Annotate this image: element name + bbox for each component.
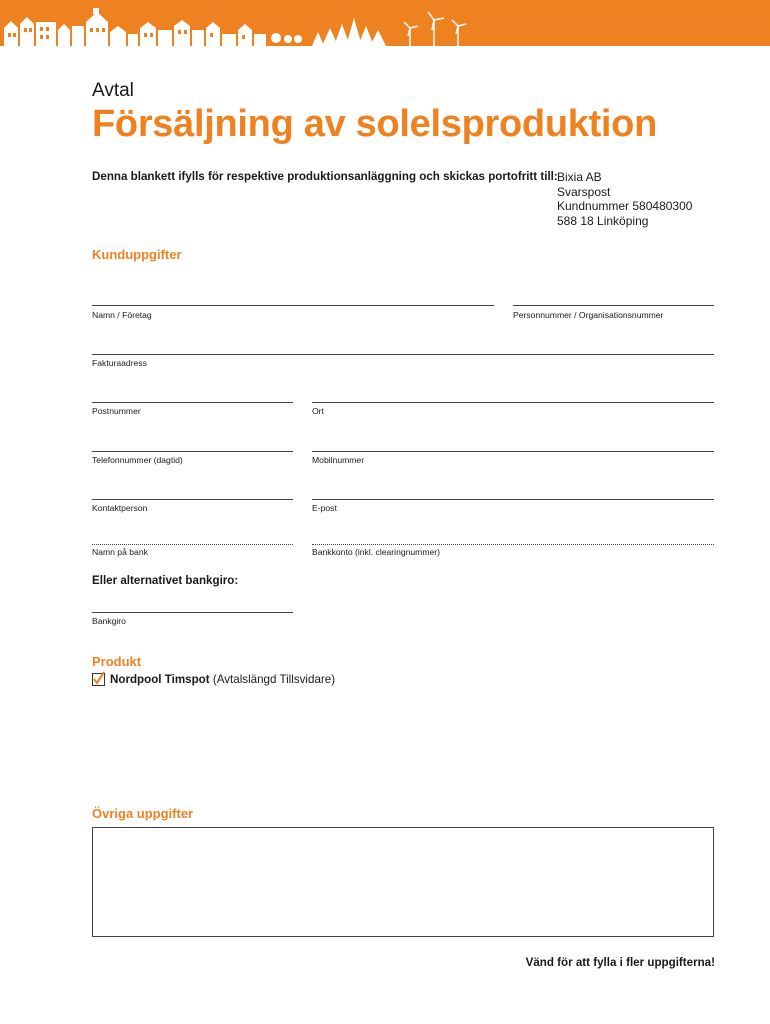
section-heading-other: Övriga uppgifter xyxy=(92,806,194,821)
bank-account-label: Bankkonto (inkl. clearingnummer) xyxy=(312,547,441,557)
section-heading-customer: Kunduppgifter xyxy=(92,247,182,262)
postal-code-label: Postnummer xyxy=(92,406,141,416)
bank-account-field[interactable] xyxy=(312,544,714,545)
contact-person-label: Kontaktperson xyxy=(92,503,148,513)
product-checkbox[interactable] xyxy=(92,673,105,686)
town-skyline-illustration xyxy=(0,0,770,46)
product-detail: (Avtalslängd Tillsvidare) xyxy=(209,673,336,686)
bankgiro-label: Bankgiro xyxy=(92,616,126,626)
name-field[interactable] xyxy=(92,305,494,306)
address-line: Svarspost xyxy=(557,184,611,199)
personal-number-field[interactable] xyxy=(513,305,714,306)
page-title: Försäljning av solelsproduktion xyxy=(92,103,658,145)
section-heading-product: Produkt xyxy=(92,654,142,669)
footer-note: Vänd för att fylla i fler uppgifterna! xyxy=(525,956,715,969)
invoice-address-label: Fakturaadress xyxy=(92,358,147,368)
bank-name-field[interactable] xyxy=(92,544,293,545)
product-option xyxy=(92,673,335,686)
bankgiro-alternative-heading: Eller alternativet bankgiro: xyxy=(92,574,239,587)
invoice-address-field[interactable] xyxy=(92,354,714,355)
address-line: Bixia AB xyxy=(557,170,602,184)
city-field[interactable] xyxy=(312,402,714,403)
other-info-textarea[interactable] xyxy=(92,827,714,937)
address-line: 588 18 Linköping xyxy=(557,213,649,228)
personal-number-label: Personnummer / Organisationsnummer xyxy=(513,310,664,320)
mobile-label: Mobilnummer xyxy=(312,455,365,465)
address-line: Kundnummer 580480300 xyxy=(557,199,693,214)
document-type: Avtal xyxy=(92,80,134,101)
contact-person-field[interactable] xyxy=(92,499,293,500)
return-address xyxy=(557,170,692,228)
checkmark-icon xyxy=(92,670,106,686)
email-label: E-post xyxy=(312,503,337,513)
postal-code-field[interactable] xyxy=(92,402,293,403)
bankgiro-field[interactable] xyxy=(92,612,293,613)
email-field[interactable] xyxy=(312,499,714,500)
phone-label: Telefonnummer (dagtid) xyxy=(92,455,183,465)
header-banner xyxy=(0,0,770,46)
city-label: Ort xyxy=(312,406,324,416)
product-name: Nordpool Timspot xyxy=(110,673,210,686)
phone-field[interactable] xyxy=(92,451,293,452)
mobile-field[interactable] xyxy=(312,451,714,452)
name-label: Namn / Företag xyxy=(92,310,152,320)
bank-name-label: Namn på bank xyxy=(92,547,148,557)
intro-text: Denna blankett ifylls för respektive produktionsanläggning och skickas portofritt till: xyxy=(92,170,558,183)
